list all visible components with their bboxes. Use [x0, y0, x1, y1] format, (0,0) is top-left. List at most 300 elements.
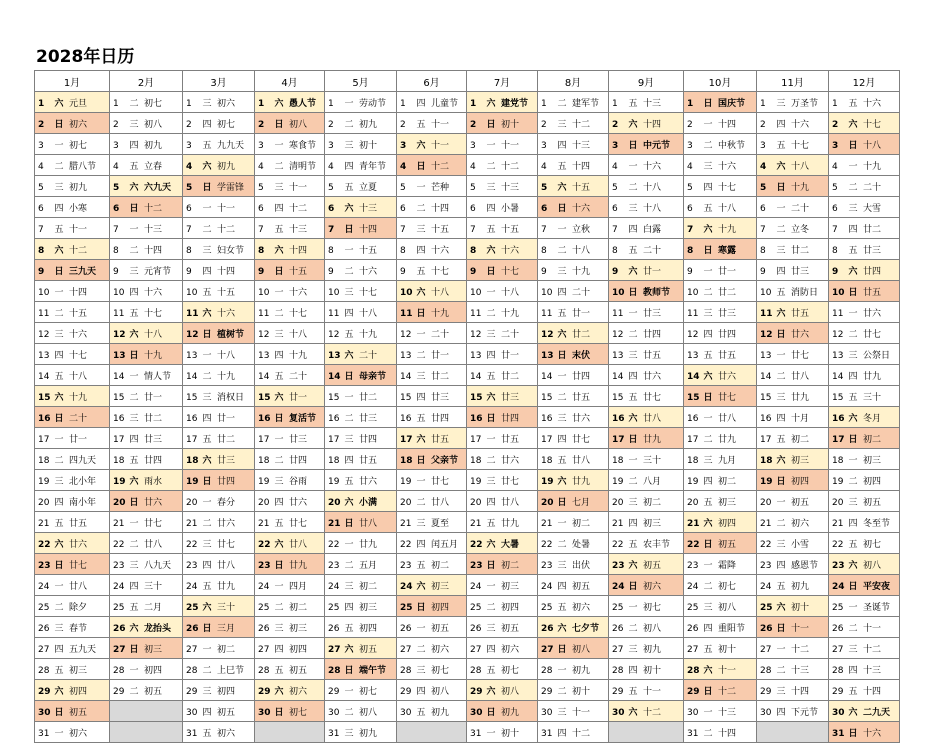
weekday-label: 日: [202, 476, 212, 487]
day-cell: [35, 533, 110, 554]
weekday-label: 一: [703, 560, 713, 571]
day-row: [35, 260, 900, 281]
day-cell: [183, 470, 255, 491]
weekday-label: 日: [416, 455, 426, 466]
day-cell: [110, 113, 183, 134]
day-number: 25: [760, 602, 773, 613]
day-cell: [397, 470, 467, 491]
day-cell: [829, 701, 900, 722]
day-cell: [397, 197, 467, 218]
weekday-label: 一: [628, 602, 638, 613]
day-number: 20: [687, 497, 699, 508]
lunar-label: 廿四: [643, 329, 662, 340]
lunar-label: 十六: [69, 329, 88, 340]
day-number: 30: [258, 707, 271, 718]
day-number: 3: [38, 140, 44, 151]
weekday-label: 一: [274, 140, 284, 151]
lunar-label: 初七: [359, 686, 378, 697]
day-number: 23: [832, 560, 845, 571]
day-cell: [397, 176, 467, 197]
month-header: 3月: [183, 71, 255, 92]
day-number: 31: [328, 728, 340, 739]
weekday-label: 日: [628, 581, 638, 592]
weekday-label: 三: [628, 350, 638, 361]
weekday-label: 日: [486, 266, 496, 277]
day-number: 15: [328, 392, 340, 403]
day-cell: [538, 491, 609, 512]
day-number: 27: [832, 644, 844, 655]
day-number: 4: [760, 161, 767, 172]
weekday-label: 四: [129, 434, 139, 445]
day-number: 10: [113, 287, 125, 298]
day-cell: [255, 554, 325, 575]
weekday-label: 四: [628, 518, 638, 529]
day-number: 12: [760, 329, 773, 340]
lunar-label: 七夕节: [572, 623, 600, 634]
day-cell: [397, 617, 467, 638]
day-cell: [325, 596, 397, 617]
day-number: 21: [186, 518, 198, 529]
day-cell: [255, 344, 325, 365]
weekday-label: 三: [129, 119, 139, 130]
day-cell: [829, 197, 900, 218]
lunar-label: 初五: [718, 539, 737, 550]
weekday-label: 五: [486, 518, 496, 529]
day-cell: [35, 680, 110, 701]
weekday-label: 六: [274, 98, 284, 109]
weekday-label: 三: [486, 623, 496, 634]
day-number: 27: [470, 644, 482, 655]
lunar-label: 初三: [791, 455, 810, 466]
day-number: 8: [328, 245, 334, 256]
lunar-label: 廿三: [718, 308, 737, 319]
day-number: 6: [186, 203, 192, 214]
day-cell: [538, 428, 609, 449]
weekday-label: 三: [274, 623, 284, 634]
day-cell: [829, 281, 900, 302]
day-cell: [829, 617, 900, 638]
day-number: 17: [400, 434, 413, 445]
weekday-label: 一: [202, 497, 212, 508]
weekday-label: 三: [129, 560, 139, 571]
lunar-label: 十六: [431, 245, 450, 256]
lunar-label: 初七: [643, 602, 662, 613]
day-number: 27: [186, 644, 198, 655]
day-number: 25: [687, 602, 699, 613]
weekday-label: 五: [129, 308, 139, 319]
weekday-label: 五: [628, 98, 638, 109]
day-number: 10: [612, 287, 625, 298]
day-cell: [684, 155, 757, 176]
day-cell: [35, 575, 110, 596]
weekday-label: 二: [848, 623, 858, 634]
day-cell: [110, 659, 183, 680]
weekday-label: 六: [129, 623, 139, 634]
weekday-label: 四: [486, 644, 496, 655]
weekday-label: 五: [776, 140, 786, 151]
weekday-label: 六: [486, 245, 496, 256]
lunar-label: 十一: [501, 140, 520, 151]
weekday-label: 五: [703, 350, 713, 361]
weekday-label: 六: [129, 329, 139, 340]
lunar-label: 十七: [289, 308, 308, 319]
day-number: 28: [612, 665, 624, 676]
lunar-label: 廿七: [69, 560, 88, 571]
lunar-label: 廿三: [289, 434, 308, 445]
day-cell: [110, 281, 183, 302]
day-number: 2: [113, 119, 119, 130]
lunar-label: 二十: [431, 329, 450, 340]
lunar-label: 十九: [863, 161, 882, 172]
day-cell: [110, 596, 183, 617]
lunar-label: 植树节: [217, 329, 245, 340]
weekday-label: 二: [848, 182, 858, 193]
day-number: 16: [113, 413, 125, 424]
weekday-label: 一: [54, 287, 64, 298]
lunar-label: 十四: [144, 245, 163, 256]
weekday-label: 四: [54, 497, 64, 508]
day-number: 5: [541, 182, 548, 193]
lunar-label: 感恩节: [791, 560, 819, 571]
day-cell: [829, 92, 900, 113]
lunar-label: 初十: [572, 686, 591, 697]
day-number: 16: [186, 413, 198, 424]
weekday-label: 二: [129, 245, 139, 256]
lunar-label: 廿一: [431, 350, 450, 361]
day-row: [35, 218, 900, 239]
weekday-label: 三: [776, 98, 786, 109]
day-number: 12: [470, 329, 482, 340]
weekday-label: 六: [202, 455, 212, 466]
lunar-label: 廿一: [643, 266, 662, 277]
day-number: 5: [687, 182, 693, 193]
day-number: 30: [832, 707, 845, 718]
weekday-label: 五: [703, 203, 713, 214]
day-cell: [397, 218, 467, 239]
day-number: 30: [400, 707, 412, 718]
weekday-label: 日: [274, 413, 284, 424]
day-cell: [684, 659, 757, 680]
day-number: 12: [328, 329, 340, 340]
weekday-label: 一: [557, 518, 567, 529]
day-cell: [255, 701, 325, 722]
day-cell: [110, 512, 183, 533]
lunar-label: 十一: [289, 182, 308, 193]
weekday-label: 五: [486, 371, 496, 382]
day-cell: [325, 113, 397, 134]
day-number: 28: [470, 665, 482, 676]
lunar-label: 廿八: [718, 413, 737, 424]
weekday-label: 一: [628, 455, 638, 466]
day-number: 2: [612, 119, 619, 130]
day-number: 22: [612, 539, 624, 550]
day-cell: [325, 512, 397, 533]
day-cell: [467, 449, 538, 470]
day-number: 20: [400, 497, 412, 508]
lunar-label: 初八: [718, 602, 737, 613]
lunar-label: 初七: [144, 98, 163, 109]
day-cell: [829, 344, 900, 365]
day-cell: [35, 407, 110, 428]
weekday-label: 六: [776, 455, 786, 466]
lunar-label: 初四: [69, 686, 88, 697]
weekday-label: 日: [344, 371, 354, 382]
day-cell: [609, 92, 684, 113]
day-number: 5: [470, 182, 476, 193]
weekday-label: 二: [486, 602, 496, 613]
day-cell: [325, 449, 397, 470]
day-cell: [467, 260, 538, 281]
day-number: 26: [400, 623, 412, 634]
day-number: 31: [541, 728, 553, 739]
lunar-label: 廿七: [217, 539, 236, 550]
day-cell: [183, 386, 255, 407]
lunar-label: 廿二: [791, 245, 810, 256]
day-number: 11: [687, 308, 699, 319]
lunar-label: 三十: [144, 581, 163, 592]
day-cell: [684, 134, 757, 155]
day-number: 26: [328, 623, 340, 634]
day-number: 20: [258, 497, 270, 508]
weekday-label: 五: [129, 602, 139, 613]
lunar-label: 初三: [718, 497, 737, 508]
weekday-label: 二: [344, 560, 354, 571]
day-number: 21: [38, 518, 50, 529]
day-number: 7: [186, 224, 192, 235]
weekday-label: 三: [54, 182, 64, 193]
lunar-label: 初九: [643, 644, 662, 655]
day-cell: [110, 554, 183, 575]
day-number: 18: [400, 455, 413, 466]
weekday-label: 二: [54, 455, 64, 466]
lunar-label: 初七: [863, 539, 882, 550]
lunar-label: 初九: [359, 119, 378, 130]
day-cell: [110, 491, 183, 512]
day-cell: [35, 281, 110, 302]
lunar-label: 廿五: [718, 350, 737, 361]
lunar-label: 初八: [643, 623, 662, 634]
lunar-label: 十六: [643, 161, 662, 172]
weekday-label: 二: [416, 497, 426, 508]
weekday-label: 二: [344, 266, 354, 277]
weekday-label: 四: [274, 644, 284, 655]
weekday-label: 日: [848, 287, 858, 298]
lunar-label: 二十: [863, 182, 882, 193]
weekday-label: 一: [54, 581, 64, 592]
day-number: 6: [38, 203, 44, 214]
weekday-label: 五: [486, 665, 496, 676]
lunar-label: 初六: [217, 728, 236, 739]
day-number: 6: [760, 203, 766, 214]
lunar-label: 初八: [359, 707, 378, 718]
lunar-label: 十一: [217, 203, 236, 214]
day-cell: [609, 701, 684, 722]
day-number: 7: [687, 224, 694, 235]
day-cell: [255, 176, 325, 197]
day-cell: [829, 428, 900, 449]
lunar-label: 十九: [359, 329, 378, 340]
day-cell: [684, 113, 757, 134]
lunar-label: 初二: [791, 434, 810, 445]
day-row: [35, 239, 900, 260]
weekday-label: 一: [129, 371, 139, 382]
lunar-label: 儿童节: [431, 98, 459, 109]
month-header: 12月: [829, 71, 900, 92]
weekday-label: 日: [703, 245, 713, 256]
lunar-label: 初二: [501, 560, 520, 571]
day-cell: [829, 260, 900, 281]
day-cell: [183, 113, 255, 134]
day-cell: [325, 218, 397, 239]
day-cell: [467, 92, 538, 113]
day-cell: [35, 449, 110, 470]
day-cell: [538, 260, 609, 281]
weekday-label: 日: [416, 308, 426, 319]
weekday-label: 三: [628, 497, 638, 508]
day-cell: [684, 260, 757, 281]
weekday-label: 六: [202, 161, 212, 172]
weekday-label: 二: [848, 329, 858, 340]
day-number: 1: [541, 98, 547, 109]
day-number: 16: [258, 413, 271, 424]
lunar-label: 十四: [718, 728, 737, 739]
lunar-label: 立冬: [791, 224, 810, 235]
day-number: 15: [612, 392, 624, 403]
weekday-label: 四: [416, 686, 426, 697]
lunar-label: 初五: [217, 707, 236, 718]
day-cell: [684, 386, 757, 407]
day-number: 31: [186, 728, 198, 739]
day-cell: [110, 533, 183, 554]
lunar-label: 廿二: [572, 329, 591, 340]
lunar-label: 十九: [289, 350, 308, 361]
day-number: 4: [687, 161, 693, 172]
lunar-label: 十二: [791, 644, 810, 655]
weekday-label: 四: [416, 539, 426, 550]
day-number: 26: [470, 623, 482, 634]
day-cell: [684, 281, 757, 302]
day-number: 29: [113, 686, 125, 697]
day-number: 28: [38, 665, 50, 676]
day-cell: [467, 491, 538, 512]
day-number: 4: [400, 161, 407, 172]
empty-cell: [397, 722, 467, 743]
day-number: 5: [400, 182, 406, 193]
day-number: 6: [328, 203, 335, 214]
lunar-label: 公祭日: [863, 350, 891, 361]
day-number: 28: [328, 665, 341, 676]
weekday-label: 六: [848, 266, 858, 277]
day-cell: [467, 533, 538, 554]
day-cell: [35, 617, 110, 638]
lunar-label: 十六: [863, 98, 882, 109]
weekday-label: 三: [628, 644, 638, 655]
lunar-label: 十八: [289, 329, 308, 340]
weekday-label: 五: [628, 686, 638, 697]
day-number: 17: [470, 434, 482, 445]
lunar-label: 十八: [791, 161, 810, 172]
lunar-label: 初五: [572, 581, 591, 592]
weekday-label: 日: [274, 707, 284, 718]
weekday-label: 五: [54, 224, 64, 235]
day-number: 27: [541, 644, 554, 655]
day-cell: [829, 449, 900, 470]
day-number: 30: [541, 707, 553, 718]
lunar-label: 初三: [431, 581, 450, 592]
lunar-label: 初五: [144, 686, 163, 697]
day-cell: [397, 302, 467, 323]
weekday-label: 日: [557, 644, 567, 655]
day-cell: [183, 134, 255, 155]
day-number: 29: [687, 686, 700, 697]
lunar-label: 十五: [217, 287, 236, 298]
day-number: 10: [687, 287, 699, 298]
day-number: 22: [687, 539, 700, 550]
day-cell: [609, 386, 684, 407]
lunar-label: 十一: [69, 224, 88, 235]
day-cell: [829, 491, 900, 512]
day-number: 28: [832, 665, 844, 676]
day-number: 24: [687, 581, 699, 592]
day-cell: [325, 554, 397, 575]
weekday-label: 二: [557, 539, 567, 550]
day-cell: [255, 260, 325, 281]
day-cell: [609, 176, 684, 197]
lunar-label: 二十: [572, 287, 591, 298]
day-number: 27: [612, 644, 624, 655]
weekday-label: 六: [703, 518, 713, 529]
weekday-label: 一: [848, 161, 858, 172]
weekday-label: 一: [344, 245, 354, 256]
day-number: 11: [113, 308, 125, 319]
day-cell: [467, 554, 538, 575]
lunar-label: 廿八: [217, 560, 236, 571]
lunar-label: 廿四: [718, 329, 737, 340]
weekday-label: 四: [557, 140, 567, 151]
lunar-label: 冬至节: [863, 518, 891, 529]
weekday-label: 五: [344, 476, 354, 487]
day-cell: [183, 344, 255, 365]
lunar-label: 除夕: [69, 602, 88, 613]
day-cell: [110, 176, 183, 197]
day-cell: [397, 281, 467, 302]
weekday-label: 日: [776, 329, 786, 340]
day-number: 22: [541, 539, 553, 550]
day-cell: [35, 92, 110, 113]
lunar-label: 中元节: [643, 140, 671, 151]
day-cell: [35, 365, 110, 386]
lunar-label: 十七: [863, 119, 882, 130]
day-cell: [467, 722, 538, 743]
day-cell: [467, 638, 538, 659]
day-number: 18: [541, 455, 553, 466]
weekday-label: 三: [557, 119, 567, 130]
day-cell: [255, 134, 325, 155]
weekday-label: 三: [776, 245, 786, 256]
day-number: 29: [400, 686, 412, 697]
day-number: 6: [541, 203, 548, 214]
weekday-label: 六: [274, 686, 284, 697]
lunar-label: 初六: [501, 644, 520, 655]
weekday-label: 二: [129, 539, 139, 550]
lunar-label: 廿七: [718, 392, 737, 403]
day-cell: [609, 281, 684, 302]
weekday-label: 四: [54, 203, 64, 214]
weekday-label: 一: [703, 413, 713, 424]
lunar-label: 初十: [643, 665, 662, 676]
weekday-label: 四: [416, 392, 426, 403]
lunar-label: 廿六: [572, 413, 591, 424]
